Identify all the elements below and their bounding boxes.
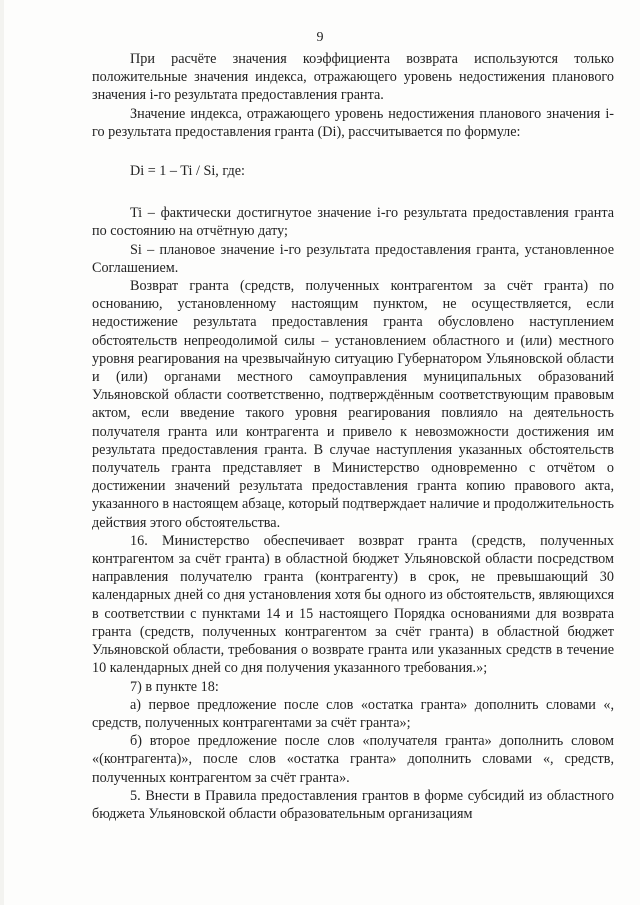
page-number: 9 <box>316 30 324 45</box>
paragraph: Значение индекса, отражающего уровень недостижения планового значения i-го результата предоставления гранта (Di), рассчитывается по формуле: <box>92 105 614 140</box>
document-body <box>92 50 614 823</box>
paragraph: а) первое предложение после слов «остатка гранта» дополнить словами «, средств, полученных контрагентами за счёт гранта»; <box>92 696 614 731</box>
paragraph: При расчёте значения коэффициента возврата используются только положительные значения индекса, отражающего уровень недостижения планового значения i-го результата предоставления гранта. <box>92 51 614 104</box>
paragraph: Ti – фактически достигнутое значение i-го результата предоставления гранта по состоянию на отчётную дату; <box>92 205 614 240</box>
paragraph: Возврат гранта (средств, полученных контрагентом за счёт гранта) по основанию, установленному настоящим пунктом, не осуществляется, если недостижение результата предоставления гранта обусловлено наступлением обстоятельств непреодолимой силы – установлением областного и (или) местного уровня реагирования на чрезвычайную ситуацию Губернатором Ульяновской области и (или) органами местного самоуправления муниципальных образований Ульяновской области соответственно, подтверждённым соответствующим правовым актом, если введение такого уровня реагирования повлияло на деятельность получателя гранта или контрагента и привело к невозможности достижения им результата предоставления гранта. В случае наступления указанных обстоятельств получатель гранта представляет в Министерство одновременно с отчётом о достижении значений результата предоставления гранта копию правового акта, указанного в настоящем абзаце, который подтверждает наличие и продолжительность действия этого обстоятельства. <box>92 278 614 531</box>
paragraph: 16. Министерство обеспечивает возврат гранта (средств, полученных контрагентом за счёт гранта) в областной бюджет Ульяновской области посредством направления получателю гранта (контрагенту) в срок, не превышающий 30 календарных дней со дня установления хотя бы одного из обстоятельств, являющихся в соответствии с пунктами 14 и 15 настоящего Порядка основаниями для возврата гранта (средств, полученных контрагентом за счёт гранта) в областной бюджет Ульяновской области, требования о возврате гранта или указанных средств в течение 10 календарных дней со дня получения указанного требования.»; <box>92 532 614 677</box>
paragraph: 7) в пункте 18: <box>130 678 219 695</box>
scan-edge <box>0 0 4 905</box>
paragraph: Si – плановое значение i-го результата предоставления гранта, установленное Соглашением. <box>92 241 614 276</box>
formula: Di = 1 – Ti / Si, где: <box>130 163 245 180</box>
paragraph: б) второе предложение после слов «получателя гранта» дополнить словом «(контрагента)», после слов «остатка гранта» дополнить словами «, средств, полученных контрагентом за счёт гранта». <box>92 733 614 786</box>
paragraph: 5. Внести в Правила предоставления грантов в форме субсидий из областного бюджета Ульяновской области образовательным организациям <box>92 787 614 822</box>
